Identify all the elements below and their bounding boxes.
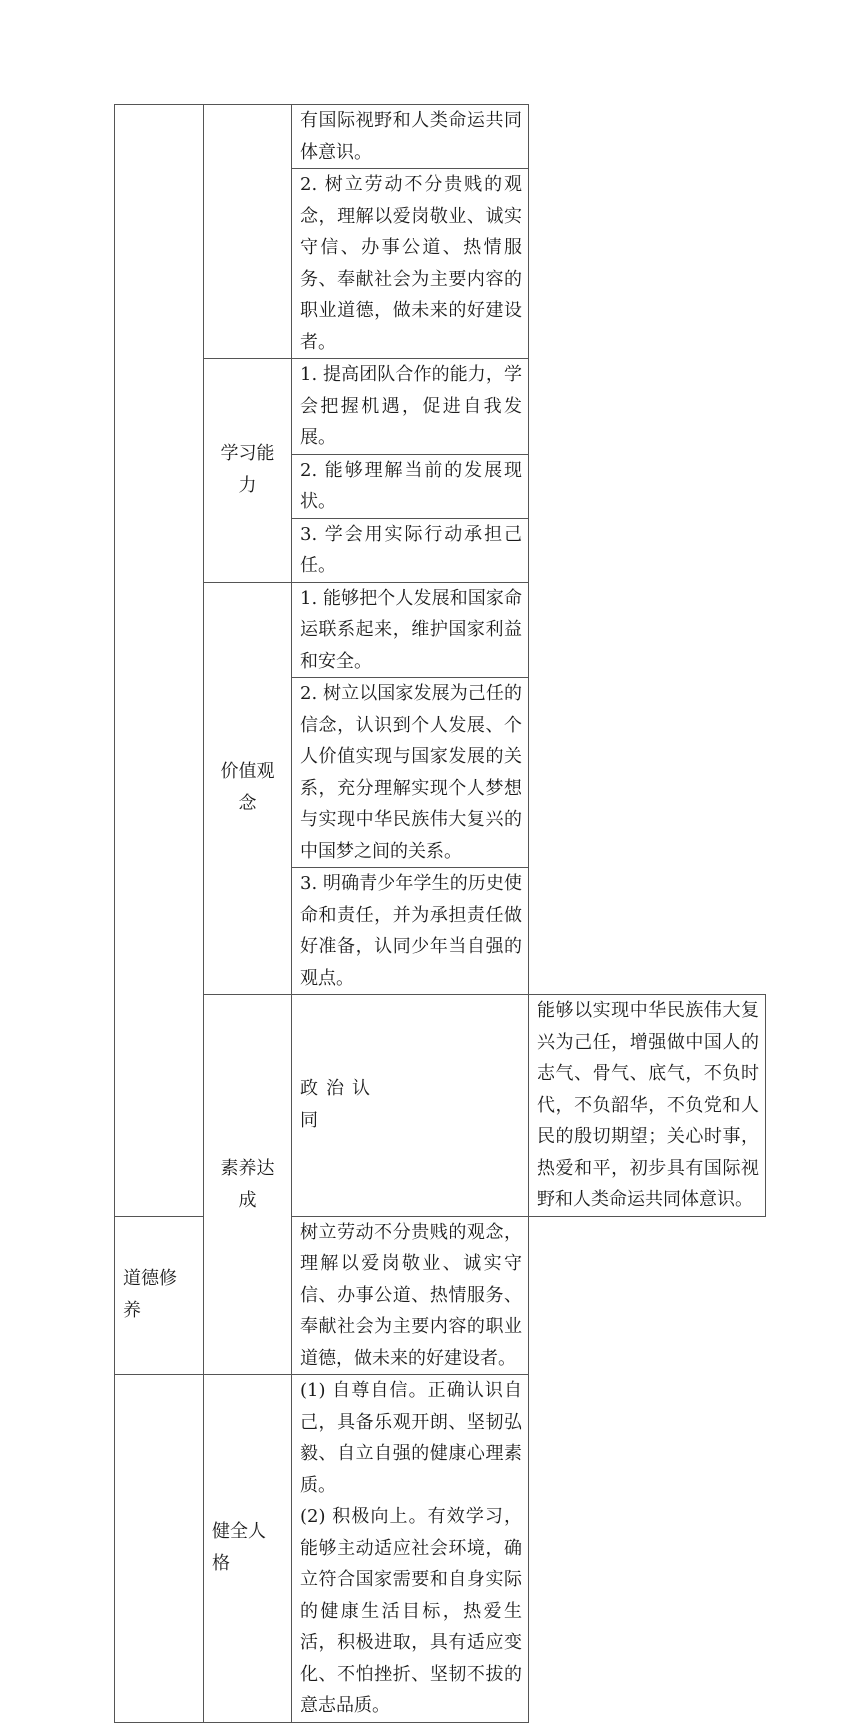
category-label-line: 素养达 (220, 1157, 275, 1179)
content-cell: 3. 学会用实际行动承担己任。 (292, 518, 529, 582)
subcategory-values (204, 582, 292, 995)
paragraph: (1) 自尊自信。正确认识自己，具备乐观开朗、坚韧弘毅、自立自强的健康心理素质。 (300, 1380, 522, 1496)
subcategory-cell-empty (204, 105, 292, 359)
subcategory-label-line: 同 (300, 1110, 318, 1132)
content-cell: 树立劳动不分贵贱的观念，理解以爱岗敬业、诚实守信、办事公道、热情服务、奉献社会为主要内容的职业道德，做未来的好建设者。 (292, 1216, 529, 1375)
content-cell: 2. 树立劳动不分贵贱的观念，理解以爱岗敬业、诚实守信、办事公道、热情服务、奉献社会为主要内容的职业道德，做未来的好建设者。 (292, 169, 529, 359)
category-cell-empty (115, 105, 204, 1217)
subcategory-label-line: 政治认 (300, 1078, 378, 1100)
table-row (115, 1375, 766, 1723)
subcategory-label-line: 格 (212, 1553, 230, 1575)
subcategory-learning-ability (204, 359, 292, 583)
content-cell: 1. 能够把个人发展和国家命运联系起来，维护国家利益和安全。 (292, 582, 529, 678)
content-cell: 2. 能够理解当前的发展现状。 (292, 454, 529, 518)
table-row (115, 995, 766, 1217)
subcategory-label-line: 道德修 (123, 1268, 177, 1290)
content-table (114, 104, 766, 1723)
subcategory-label-line: 价值观 (220, 761, 275, 783)
category-literacy-achievement (204, 995, 292, 1375)
subcategory-label-line: 健全人 (212, 1521, 266, 1543)
subcategory-political-identity (292, 995, 529, 1217)
content-cell: 能够以实现中华民族伟大复兴为己任，增强做中国人的志气、骨气、底气，不负时代，不负韶华，不负党和人民的殷切期望；关心时事，热爱和平，初步具有国际视野和人类命运共同体意识。 (529, 995, 766, 1217)
subcategory-label-line: 学习能 (220, 443, 275, 465)
category-cell-empty (115, 1375, 204, 1723)
subcategory-moral-cultivation (115, 1216, 204, 1375)
table-row (115, 105, 766, 169)
category-label-line: 成 (238, 1189, 257, 1211)
table-row (115, 359, 766, 455)
content-cell: 3. 明确青少年学生的历史使命和责任，并为承担责任做好准备，认同少年当自强的观点。 (292, 868, 529, 995)
subcategory-label-line: 力 (238, 475, 257, 497)
subcategory-label-line: 养 (123, 1300, 141, 1322)
paragraph: (2) 积极向上。有效学习，能够主动适应社会环境，确立符合国家需要和自身实际的健康生活目标，热爱生活，积极进取，具有适应变化、不怕挫折、坚韧不拔的意志品质。 (300, 1506, 522, 1716)
table-row (115, 582, 766, 678)
content-cell: 有国际视野和人类命运共同体意识。 (292, 105, 529, 169)
content-cell (292, 1375, 529, 1723)
content-cell: 2. 树立以国家发展为己任的信念，认识到个人发展、个人价值实现与国家发展的关系，充分理解实现个人梦想与实现中华民族伟大复兴的中国梦之间的关系。 (292, 678, 529, 868)
content-cell: 1. 提高团队合作的能力，学会把握机遇，促进自我发展。 (292, 359, 529, 455)
subcategory-label-line: 念 (238, 793, 257, 815)
subcategory-sound-personality (204, 1375, 292, 1723)
